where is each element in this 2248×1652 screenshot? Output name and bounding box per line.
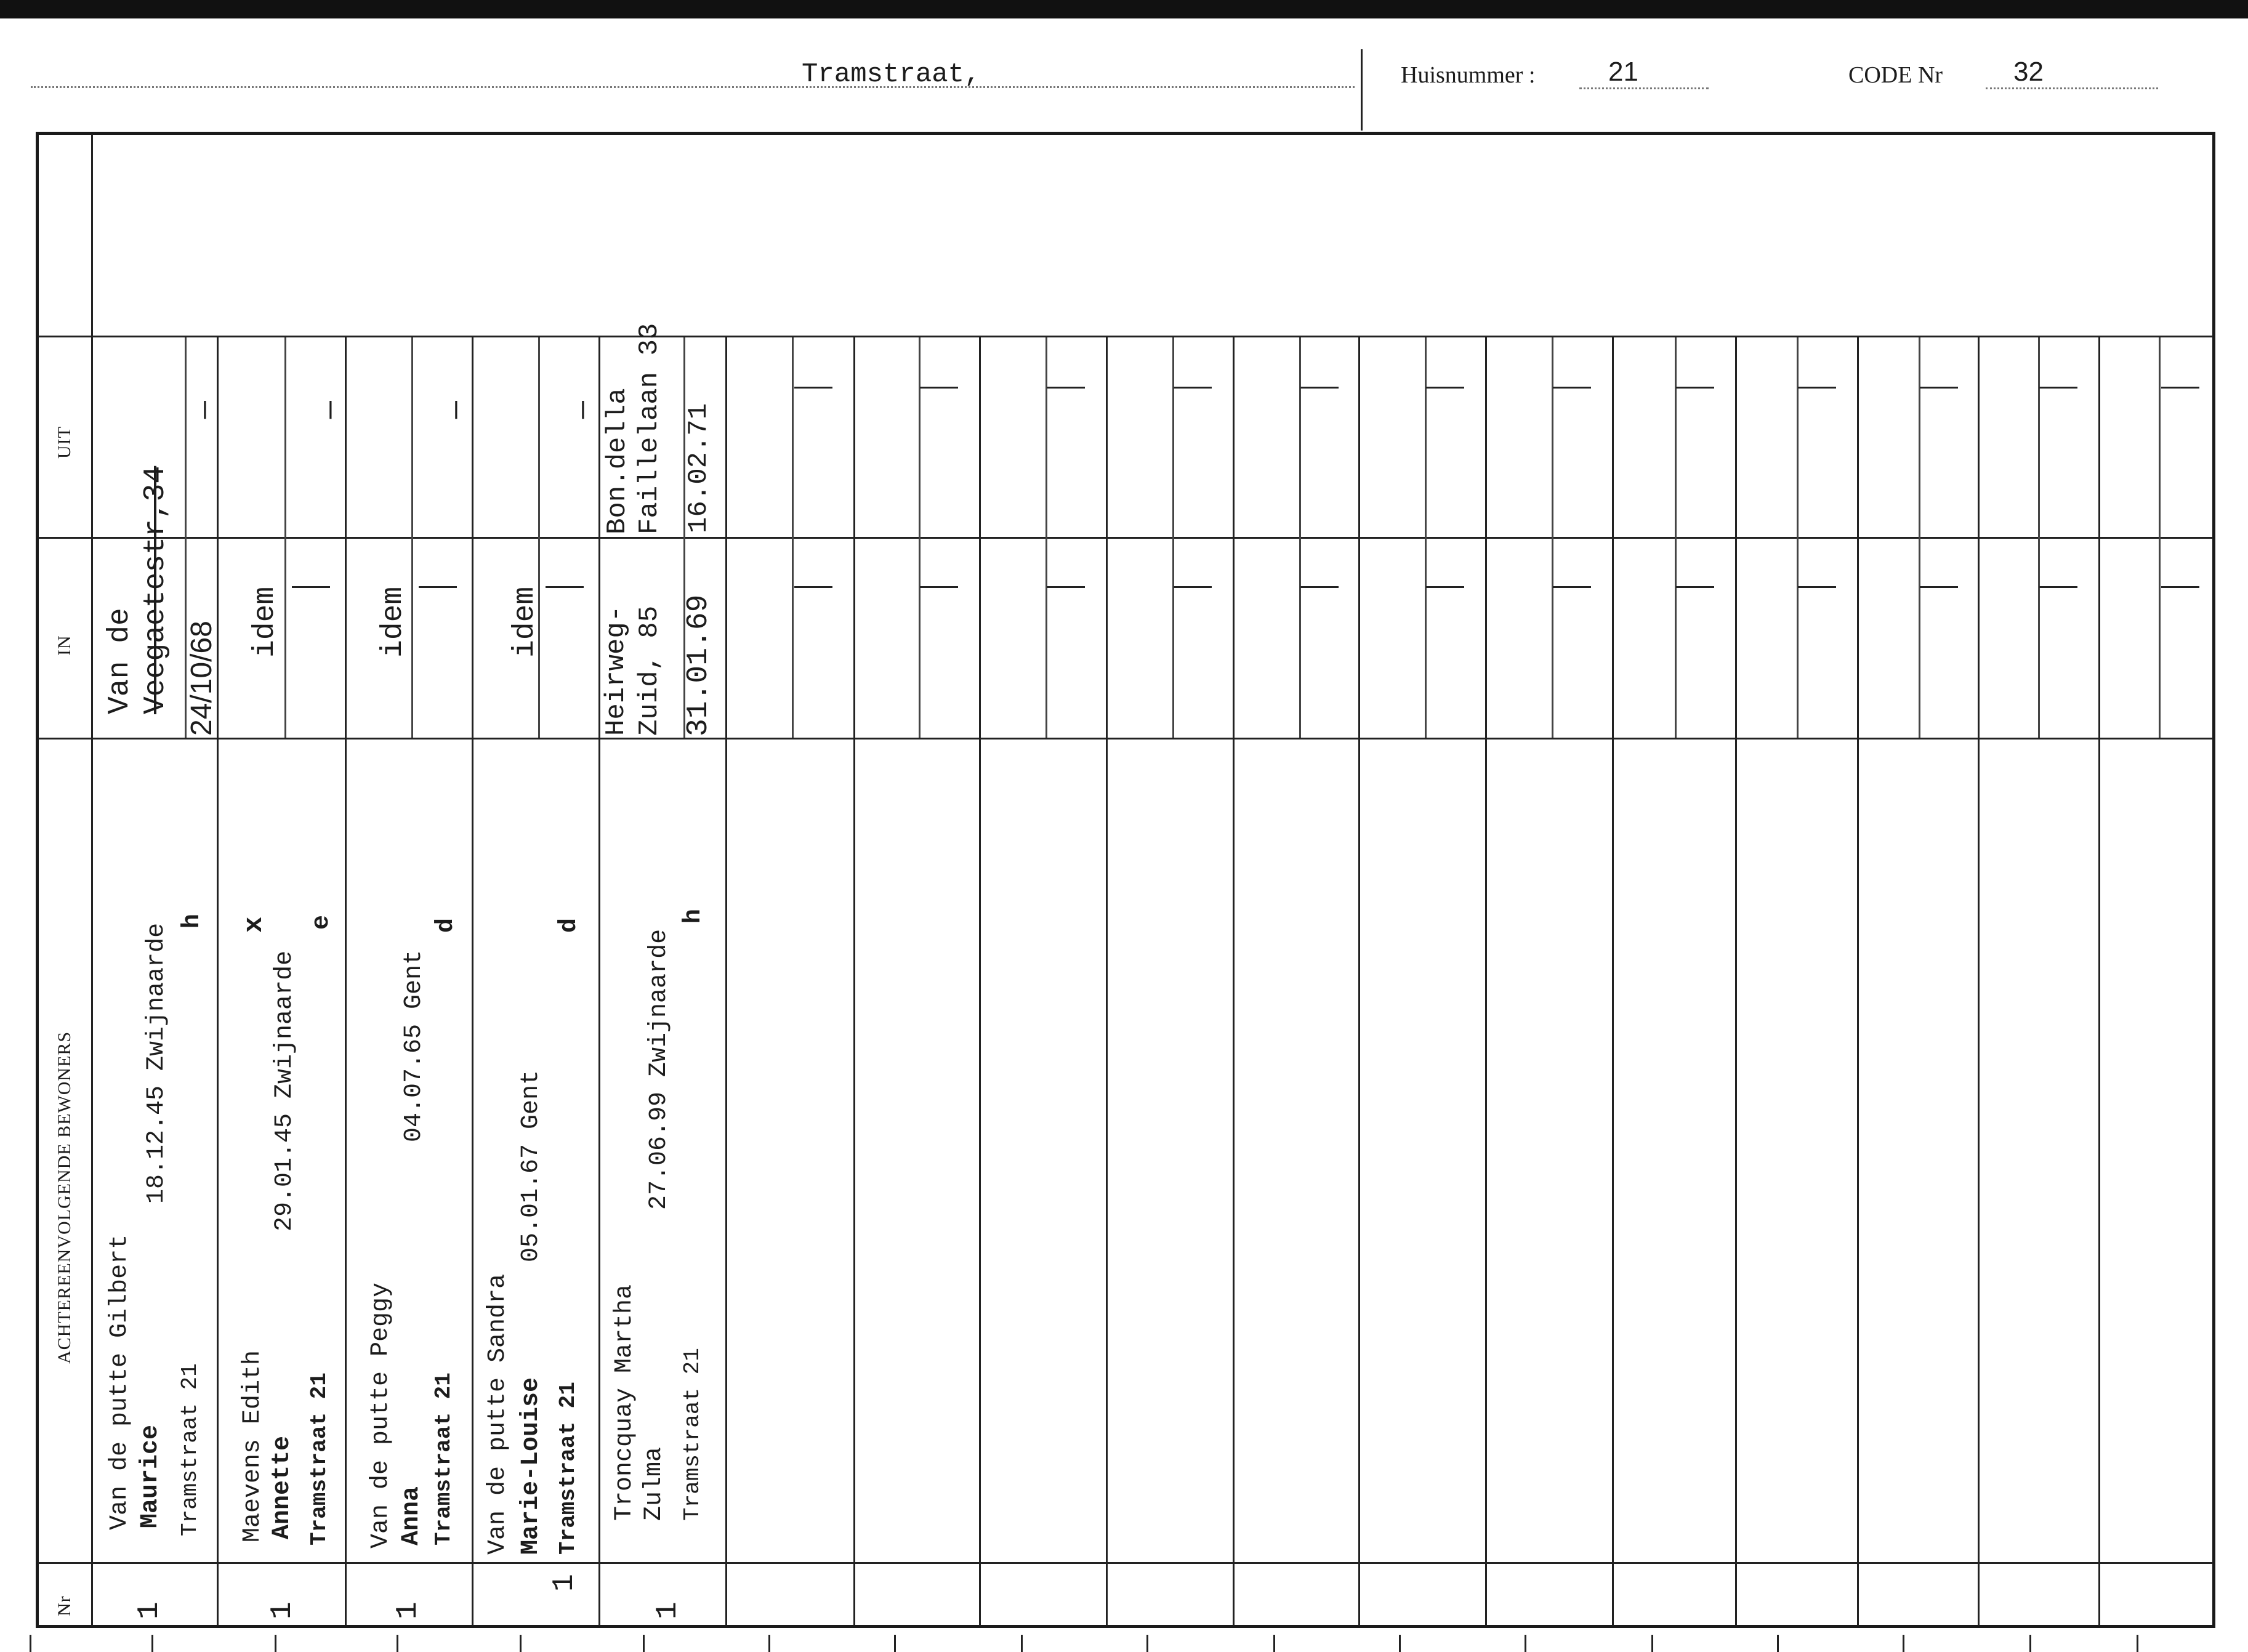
empty-dash <box>419 586 457 588</box>
bottom-tick <box>1021 1635 1023 1652</box>
column-line <box>1106 337 1108 1626</box>
code-label: CODE Nr <box>1848 62 1943 88</box>
sub-column-line <box>2159 337 2161 738</box>
resident-nr: 1 <box>266 1602 299 1619</box>
row-bewoners-nr <box>38 1562 2213 1564</box>
house-number-value: 21 <box>1608 57 1638 87</box>
resident-name: Troncquay Martha <box>611 1284 639 1521</box>
street-dotted-line <box>31 86 1355 88</box>
resident-nr: 1 <box>133 1602 166 1619</box>
top-scan-edge <box>0 0 2248 18</box>
resident-address: Tramstraat 21 <box>555 1382 581 1555</box>
bottom-tick <box>894 1635 896 1652</box>
resident-mark: x <box>239 916 270 933</box>
bottom-tick <box>275 1635 276 1652</box>
code-value: 32 <box>2013 57 2044 87</box>
header-separator <box>1361 49 1363 131</box>
sub-column-line <box>1797 337 1799 738</box>
sub-column-line <box>284 337 286 738</box>
row-uit-in <box>38 537 2213 539</box>
resident-given-name: Marie-Louise <box>517 1377 545 1555</box>
resident-name: Van de putte Gilbert <box>106 1234 134 1530</box>
empty-dash <box>2161 387 2199 389</box>
column-line <box>1485 337 1487 1626</box>
resident-given-name: Maurice <box>137 1424 164 1528</box>
sub-column-line <box>1552 337 1553 738</box>
bottom-tick <box>1903 1635 1904 1652</box>
resident-birth: 18.12.45 Zwijnaarde <box>143 922 171 1204</box>
empty-dash <box>1676 586 1714 588</box>
in-origin: Heirweg- <box>601 605 632 736</box>
empty-dash <box>1798 586 1836 588</box>
bottom-tick <box>1651 1635 1653 1652</box>
resident-given-name: Annette <box>268 1435 296 1539</box>
resident-mark: h <box>179 913 206 929</box>
bottom-tick <box>151 1635 153 1652</box>
sub-column-line <box>538 337 540 738</box>
resident-nr: 1 <box>651 1602 685 1619</box>
in-value: idem <box>509 586 542 658</box>
empty-dash <box>920 586 958 588</box>
in-street: Zuid, 85 <box>634 605 665 736</box>
column-line <box>1358 337 1360 1626</box>
column-line <box>1612 337 1614 1626</box>
column-line <box>1857 337 1859 1626</box>
uit-value: — <box>440 401 473 419</box>
empty-dash <box>1553 586 1591 588</box>
label-column-line <box>91 134 93 1626</box>
sub-column-line <box>2038 337 2040 738</box>
resident-birth: 05.01.67 Gent <box>517 1070 545 1262</box>
street-name: Tramstraat, <box>802 59 981 90</box>
section-label-nr: Nr <box>54 1595 75 1616</box>
column-line <box>217 337 219 1626</box>
empty-dash <box>1047 387 1085 389</box>
uit-value: — <box>566 401 600 419</box>
register-table <box>36 132 2215 1628</box>
resident-birth: 27.06.99 Zwijnaarde <box>645 929 673 1210</box>
resident-mark: h <box>680 908 707 924</box>
bottom-tick <box>2137 1635 2138 1652</box>
column-line <box>598 337 600 1626</box>
bottom-tick <box>2029 1635 2031 1652</box>
row-top-band <box>38 336 2213 337</box>
in-value: idem <box>377 586 410 658</box>
in-date: 31.01.69 <box>682 594 715 736</box>
empty-dash <box>1426 586 1464 588</box>
resident-given-name: Zulma <box>640 1446 668 1521</box>
row-in-bewoners <box>38 738 2213 739</box>
empty-dash <box>2039 387 2077 389</box>
uit-value: — <box>314 401 347 419</box>
bottom-tick <box>30 1635 31 1652</box>
house-number-label: Huisnummer : <box>1401 62 1536 88</box>
uit-origin: Bon.della <box>602 388 633 534</box>
in-origin: Van de <box>103 608 137 714</box>
bottom-tick <box>397 1635 398 1652</box>
sub-column-line <box>792 337 794 738</box>
empty-dash <box>2161 586 2199 588</box>
code-dotted-line <box>1986 87 2158 89</box>
column-line <box>1978 337 1980 1626</box>
empty-dash <box>1553 387 1591 389</box>
column-line <box>725 337 727 1626</box>
column-line <box>472 337 473 1626</box>
sub-column-line <box>1425 337 1427 738</box>
house-number-dotted-line <box>1579 87 1709 89</box>
bottom-tick <box>643 1635 645 1652</box>
resident-name: Van de putte Sandra <box>484 1273 512 1555</box>
empty-dash <box>794 586 832 588</box>
column-line <box>345 337 347 1626</box>
resident-address: Tramstraat 21 <box>177 1363 203 1536</box>
bottom-tick <box>1777 1635 1779 1652</box>
empty-dash <box>292 586 330 588</box>
in-street: Veegaetestr,34 <box>139 465 172 714</box>
empty-dash <box>1300 586 1339 588</box>
column-line <box>853 337 855 1626</box>
empty-dash <box>1798 387 1836 389</box>
sub-column-line <box>1172 337 1174 738</box>
column-line <box>1233 337 1235 1626</box>
empty-dash <box>1300 387 1339 389</box>
sub-column-line <box>411 337 413 738</box>
sub-column-line <box>1919 337 1920 738</box>
empty-dash <box>546 586 584 588</box>
bottom-tick <box>1399 1635 1401 1652</box>
sub-column-line <box>1045 337 1047 738</box>
in-date: 24/10/68 <box>185 621 218 736</box>
sub-column-line <box>1675 337 1677 738</box>
empty-dash <box>1174 387 1212 389</box>
empty-dash <box>1047 586 1085 588</box>
resident-mark: e <box>308 914 336 930</box>
resident-birth: 29.01.45 Zwijnaarde <box>271 950 299 1231</box>
in-value: idem <box>249 586 282 658</box>
bottom-tick <box>1273 1635 1275 1652</box>
resident-mark: d <box>432 917 460 933</box>
section-label-in: IN <box>54 635 75 656</box>
resident-birth: 04.07.65 Gent <box>400 949 428 1142</box>
empty-dash <box>794 387 832 389</box>
sub-column-line <box>919 337 921 738</box>
column-line <box>1735 337 1737 1626</box>
bottom-tick <box>520 1635 522 1652</box>
empty-dash <box>2039 586 2077 588</box>
sub-column-line <box>1299 337 1301 738</box>
bottom-tick <box>1525 1635 1526 1652</box>
resident-mark: d <box>555 917 583 933</box>
uit-street: Faillelaan 33 <box>634 323 665 534</box>
empty-dash <box>1676 387 1714 389</box>
empty-dash <box>920 387 958 389</box>
empty-dash <box>1920 586 1958 588</box>
resident-address: Tramstraat 21 <box>307 1372 332 1545</box>
resident-nr: 1 <box>392 1602 425 1619</box>
bottom-tick <box>768 1635 770 1652</box>
resident-given-name: Anna <box>398 1486 425 1545</box>
uit-value: — <box>188 401 222 419</box>
resident-nr: 1 <box>548 1574 581 1592</box>
empty-dash <box>1174 586 1212 588</box>
resident-address: Tramstraat 21 <box>431 1372 456 1545</box>
resident-name: Maevens Edith <box>239 1350 267 1542</box>
empty-dash <box>1426 387 1464 389</box>
column-line <box>2098 337 2100 1626</box>
uit-date: 16.02.71 <box>683 403 714 533</box>
section-label-uit: UIT <box>54 426 75 459</box>
column-line <box>979 337 981 1626</box>
empty-dash <box>1920 387 1958 389</box>
resident-address: Tramstraat 21 <box>680 1348 705 1521</box>
section-label-bewoners: ACHTEREENVOLGENDE BEWONERS <box>54 1031 75 1364</box>
bottom-tick <box>1146 1635 1148 1652</box>
resident-name: Van de putte Peggy <box>367 1282 395 1549</box>
